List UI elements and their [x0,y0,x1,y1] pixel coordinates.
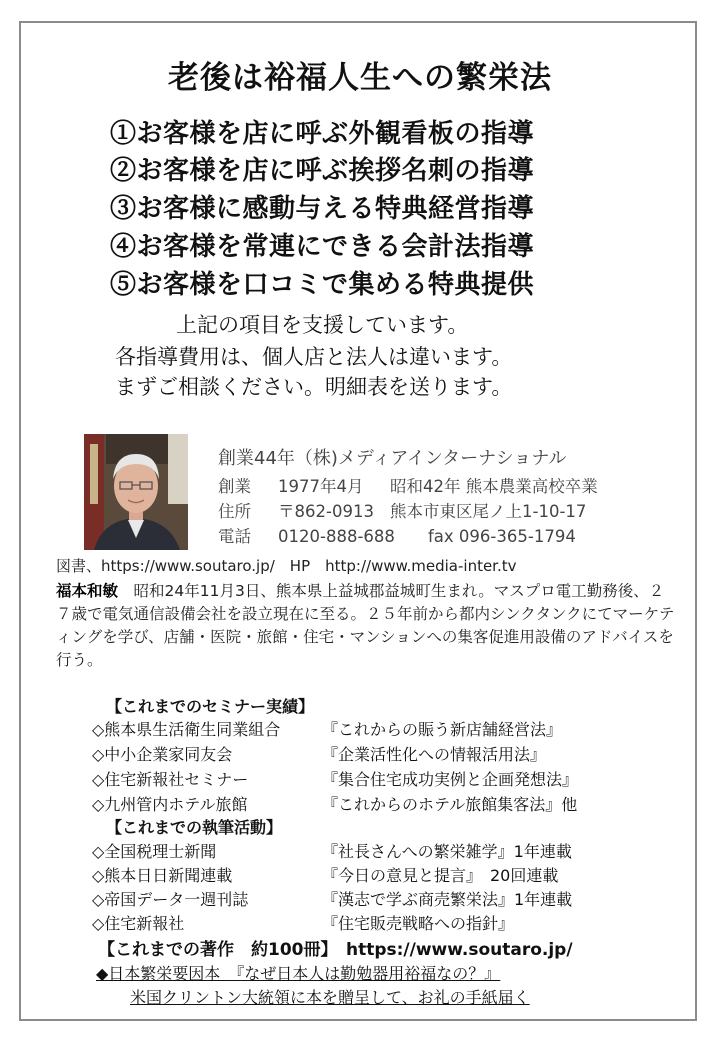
phone-line [218,523,576,547]
service-item: ④お客様を常連にできる会計法指導 [110,232,535,262]
links-line: 図書、https://www.soutaro.jp/ HP http://www.media-inter.tv [56,557,517,575]
author-name: 福本和敏 [56,582,119,600]
service-item: ①お客様を店に呼ぶ外観看板の指導 [110,119,535,149]
books-heading: 【これまでの著作 約100冊】 https://www.soutaro.jp/ [98,940,573,960]
founded-label: 創業 [218,477,251,496]
portrait-photo [84,434,188,550]
page-title: 老後は裕福人生への繁栄法 [168,60,552,96]
support-note: 上記の項目を支援しています。 [176,313,469,337]
phone-label: 電話 [218,527,251,546]
address-label: 住所 [218,502,251,521]
company-name: 創業44年（株)メディアインターナショナル [218,448,567,469]
founded-value: 1977年4月 [278,477,364,496]
education: 昭和42年 熊本農業高校卒業 [390,477,598,496]
fee-note: 各指導費用は、個人店と法人は違います。 [115,345,513,369]
service-item: ②お客様を店に呼ぶ挨拶名刺の指導 [110,156,535,186]
clinton-letter-link[interactable]: 米国クリントン大統領に本を贈呈して、お礼の手紙届く [130,988,530,1007]
bio-text: 昭和24年11月3日、熊本県上益城郡益城町生まれ。マスプロ電工勤務後、２７歳で電気通信設備会社を設立現在に至る。２５年前から都内シンクタンクにてマーケティングを学び、店舗・医院・旅館・住宅・マンションへの集客促進用設備のアドバイスを行う。 [56,582,675,669]
service-item: ③お客様に感動与える特典経営指導 [110,194,535,224]
writing-heading: 【これまでの執筆活動】 [106,818,283,837]
consult-note: まずご相談ください。明細表を送ります。 [115,375,513,399]
featured-book-link[interactable]: ◆日本繁栄要因本 『なぜ日本人は勤勉器用裕福なの？』 [96,964,501,983]
fax-number: fax 096-365-1794 [428,527,576,546]
seminars-heading: 【これまでのセミナー実績】 [106,697,315,716]
service-item: ⑤お客様を口コミで集める特典提供 [110,270,535,300]
address: 熊本市東区尾ノ上1-10-17 [390,502,587,521]
address-line [218,498,586,522]
phone-number: 0120-888-688 [278,527,395,546]
address-zip: 〒862-0913 [278,502,374,521]
bio-paragraph [56,580,676,672]
founded-line [218,473,598,497]
